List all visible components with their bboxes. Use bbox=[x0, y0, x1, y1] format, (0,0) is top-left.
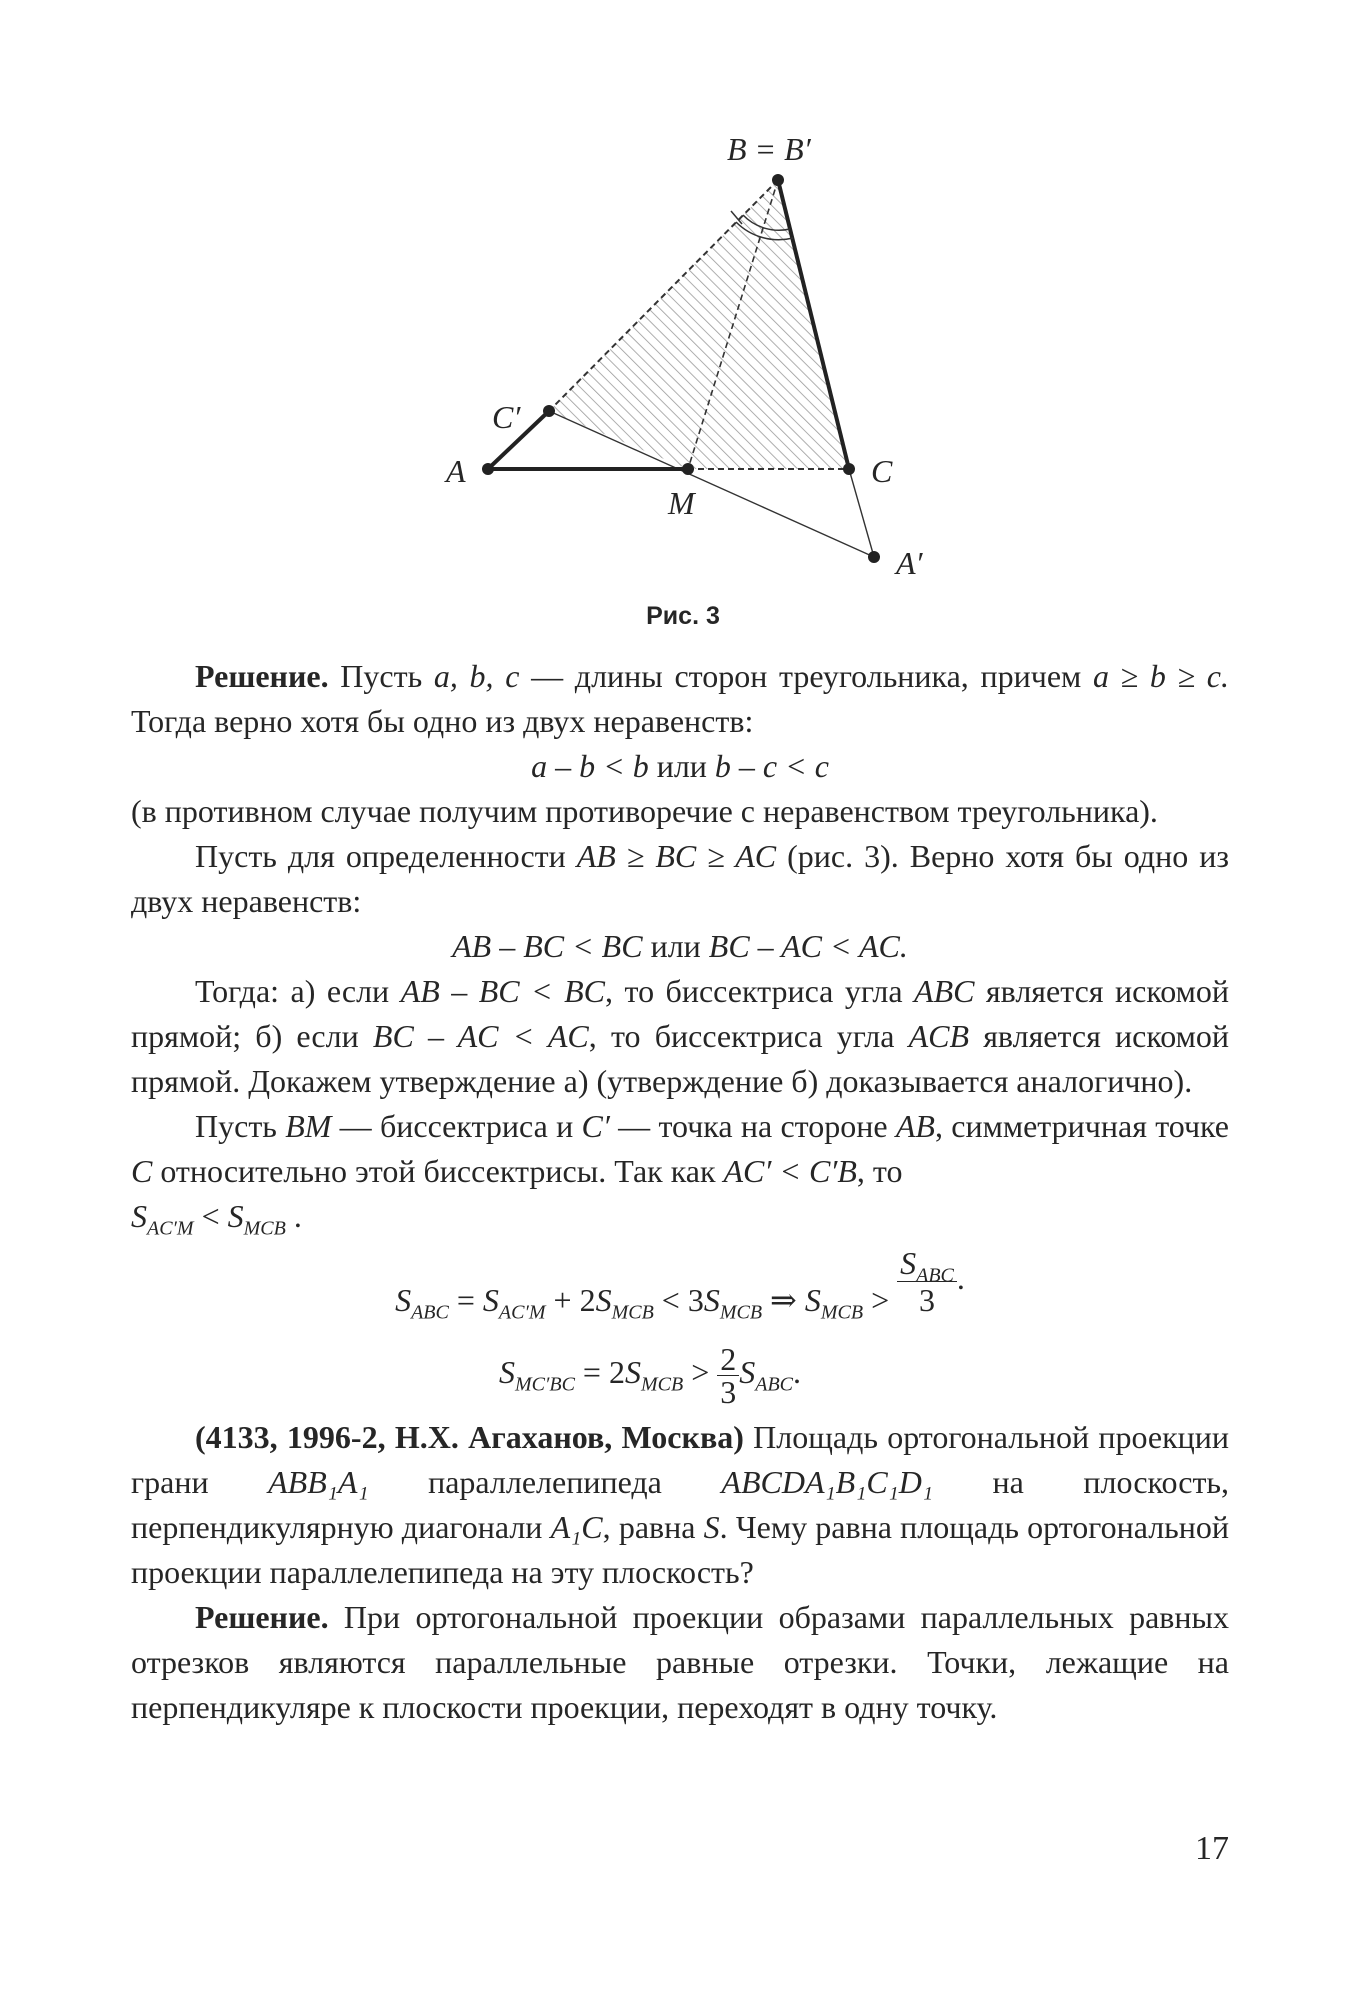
math-expr: C bbox=[131, 1153, 153, 1189]
math-sub: MC′BC bbox=[514, 1373, 575, 1396]
triangle-figure bbox=[0, 0, 1366, 620]
math-vars: a, b, c bbox=[433, 658, 520, 694]
math-sub: MCB bbox=[820, 1301, 864, 1324]
fraction-sabc-over-3 bbox=[897, 1245, 957, 1318]
math-sub: MCB bbox=[611, 1301, 654, 1324]
math-expr: S bbox=[703, 1509, 720, 1545]
text-span: является искомой прямой. Докажем утверждение а) (утверждение б) доказывается аналогично). bbox=[131, 1018, 1229, 1099]
point-c bbox=[843, 463, 855, 475]
page-number: 17 bbox=[1195, 1830, 1229, 1867]
math-expr: AC′ < C′B bbox=[723, 1153, 857, 1189]
text-span: < bbox=[193, 1198, 228, 1234]
math-expr: AB – BC < BC bbox=[400, 973, 606, 1009]
paragraph-assume bbox=[131, 834, 1229, 924]
fraction-2-over-3 bbox=[717, 1343, 739, 1408]
formula-area-2 bbox=[131, 1337, 1229, 1415]
point-a bbox=[482, 463, 494, 475]
paragraph-contradiction: (в противном случае получим противоречие с неравенством треугольника). bbox=[131, 793, 1158, 829]
math-expr: b – c < c bbox=[714, 748, 829, 784]
math-s: S bbox=[498, 1353, 515, 1390]
solution-label: Решение. bbox=[195, 658, 329, 694]
math-sub: MCB bbox=[243, 1217, 286, 1240]
math-s: S bbox=[624, 1353, 641, 1390]
text-span: = 2 bbox=[574, 1353, 625, 1390]
label-aprime: A′ bbox=[896, 545, 923, 581]
text-span: . bbox=[285, 1198, 302, 1234]
math-expr: BM bbox=[285, 1108, 332, 1144]
text-span: (рис. 3). Верно хотя бы одно из двух неравенств: bbox=[131, 838, 1230, 919]
text-span: на плоскость, перпендикулярную диагонали bbox=[131, 1464, 1230, 1545]
text-span: + 2 bbox=[545, 1281, 596, 1318]
label-c: C bbox=[871, 453, 893, 489]
label-a: A bbox=[446, 453, 466, 489]
math-s: S bbox=[482, 1281, 499, 1318]
paragraph-problem-4133 bbox=[131, 1415, 1229, 1595]
text-span: — биссектриса и bbox=[331, 1108, 582, 1144]
hatched-region bbox=[549, 180, 849, 469]
math-s: S bbox=[595, 1281, 612, 1318]
math-sub: MCB bbox=[719, 1301, 763, 1324]
text-span: или bbox=[642, 928, 709, 964]
math-s: S bbox=[227, 1198, 244, 1234]
text-span: Пусть для определенности bbox=[195, 838, 577, 874]
paragraph-solution-2 bbox=[131, 1595, 1229, 1730]
text-span: . Чему равна площадь ортогональной проекции параллелепипеда на эту плоскость? bbox=[131, 1509, 1230, 1590]
math-s: S bbox=[900, 1245, 917, 1281]
math-s: S bbox=[739, 1353, 756, 1390]
math-expr: BC – AC < AC bbox=[372, 1018, 589, 1054]
math-expr: BC – AC < AC. bbox=[708, 928, 908, 964]
math-sub: AC′M bbox=[147, 1217, 194, 1240]
text-span: . bbox=[956, 1259, 965, 1296]
main-text bbox=[131, 654, 1229, 1730]
text-span: Тогда: а) если bbox=[195, 973, 401, 1009]
math-s: S bbox=[703, 1281, 720, 1318]
math-expr: ACB bbox=[908, 1018, 970, 1054]
math-expr: ABB₁A₁ bbox=[268, 1464, 369, 1500]
text-span: > bbox=[863, 1281, 898, 1318]
point-cprime bbox=[543, 405, 555, 417]
label-b: B = B′ bbox=[727, 131, 811, 167]
math-inequality: AB ≥ BC ≥ AC bbox=[576, 838, 777, 874]
point-aprime bbox=[868, 551, 880, 563]
text-span: . bbox=[793, 1353, 802, 1390]
problem-source: (4133, 1996-2, Н.Х. Агаханов, Москва) bbox=[195, 1419, 744, 1455]
math-s: S bbox=[131, 1198, 147, 1234]
fraction-numerator: 2 bbox=[717, 1343, 739, 1376]
fraction-denominator: 3 bbox=[720, 1374, 737, 1410]
text-span: или bbox=[648, 748, 715, 784]
math-sub: ABC bbox=[755, 1373, 794, 1396]
paragraph-cases bbox=[131, 969, 1229, 1104]
text-span: > bbox=[683, 1353, 718, 1390]
paragraph-bisector bbox=[131, 1104, 1229, 1194]
text-span: , равна bbox=[602, 1509, 704, 1545]
math-expr: ABCDA₁B₁C₁D₁ bbox=[721, 1464, 934, 1500]
text-span: При ортогональной проекции образами параллельных равных отрезков являются параллельные равные отрезки. Точки, лежащие на перпендикуляре к плоскости проекции, переходят в одну точку. bbox=[131, 1599, 1229, 1725]
math-expr: A₁C bbox=[550, 1509, 603, 1545]
formula-inequalities-1 bbox=[131, 744, 1229, 789]
math-expr: AB – BC < BC bbox=[452, 928, 643, 964]
math-inequality: a ≥ b ≥ c. bbox=[1092, 658, 1230, 694]
math-sub: ABC bbox=[411, 1301, 449, 1324]
text-span: Площадь ортогональной проекции грани bbox=[131, 1419, 1229, 1500]
text-span: параллелепипеда bbox=[368, 1464, 722, 1500]
text-span: , то биссектриса угла bbox=[605, 973, 915, 1009]
label-cprime: C′ bbox=[492, 399, 521, 435]
math-expr: C′ bbox=[581, 1108, 610, 1144]
math-sub: ABC bbox=[916, 1264, 954, 1287]
figure-caption: Рис. 3 bbox=[646, 602, 720, 630]
formula-inequalities-2 bbox=[131, 924, 1229, 969]
paragraph-solution-1 bbox=[131, 654, 1229, 744]
text-span: , то биссектриса угла bbox=[588, 1018, 909, 1054]
text-span: Пусть bbox=[195, 1108, 286, 1144]
paragraph-area-ineq bbox=[131, 1194, 1229, 1239]
math-s: S bbox=[804, 1281, 821, 1318]
text-span: — точка на стороне bbox=[609, 1108, 896, 1144]
text-span: относительно этой биссектрисы. Так как bbox=[152, 1153, 724, 1189]
text-span: < 3 bbox=[653, 1281, 704, 1318]
text-span: = bbox=[448, 1281, 483, 1318]
text-span: , симметричная точке bbox=[934, 1108, 1230, 1144]
formula-area-1 bbox=[131, 1241, 1229, 1337]
math-expr: ABC bbox=[914, 973, 975, 1009]
text-span: является искомой прямой; б) если bbox=[131, 973, 1230, 1054]
math-expr: AB bbox=[895, 1108, 935, 1144]
text-span: Тогда верно хотя бы одно из двух неравенств: bbox=[131, 703, 754, 739]
math-s: S bbox=[395, 1281, 412, 1318]
fraction-denominator: 3 bbox=[919, 1282, 936, 1318]
math-sub: AC′M bbox=[498, 1301, 546, 1324]
math-expr: a – b < b bbox=[531, 748, 649, 784]
math-sub: MCB bbox=[640, 1373, 684, 1396]
solution-label: Решение. bbox=[195, 1599, 329, 1635]
point-m bbox=[682, 463, 694, 475]
text-span: ⇒ bbox=[762, 1281, 805, 1318]
label-m: M bbox=[668, 485, 695, 521]
text-span: — длины сторон треугольника, причем bbox=[519, 658, 1093, 694]
point-b bbox=[772, 174, 784, 186]
text-span: Пусть bbox=[328, 658, 434, 694]
text-span: , то bbox=[856, 1153, 903, 1189]
